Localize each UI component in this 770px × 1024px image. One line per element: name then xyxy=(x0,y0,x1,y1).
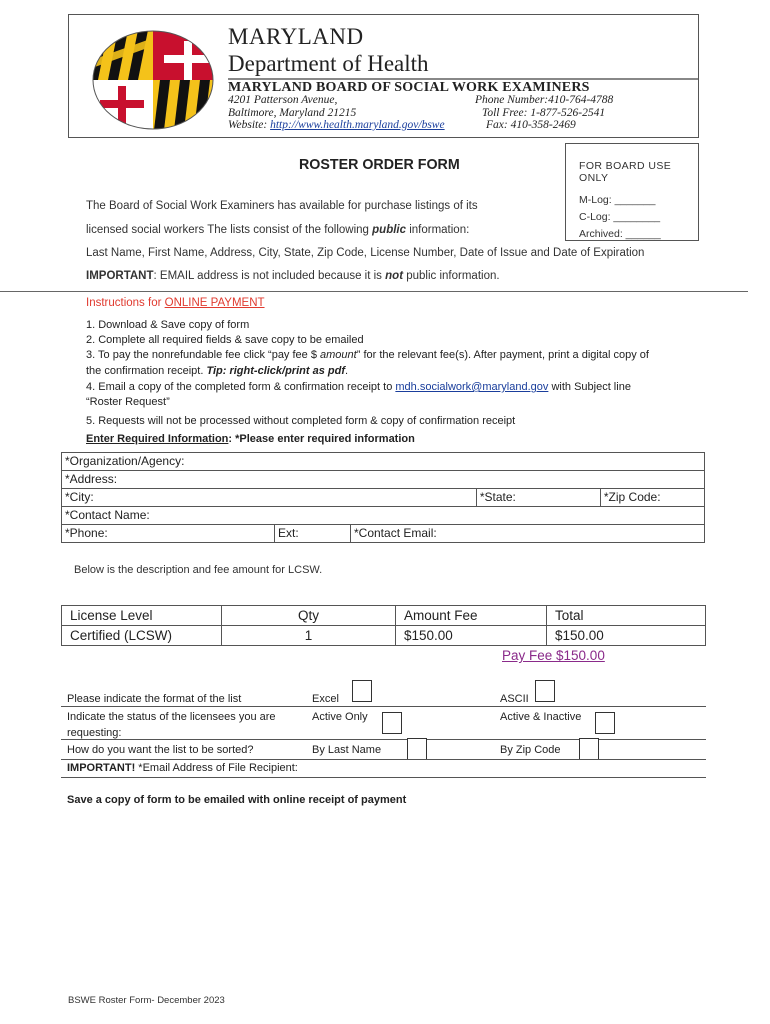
board-use-mlog: M-Log: _______ xyxy=(579,194,656,206)
required-b: : *Please enter required information xyxy=(228,433,415,445)
active-only-checkbox[interactable] xyxy=(382,712,402,734)
letterhead-state: MARYLAND xyxy=(228,24,364,49)
instruction-step-4 xyxy=(86,381,631,393)
letterhead-phone: Phone Number:410-764-4788 xyxy=(475,94,614,106)
fee-header-level: License Level xyxy=(62,606,222,626)
ext-field[interactable]: Ext: xyxy=(275,525,351,543)
phone-field[interactable]: *Phone: xyxy=(62,525,275,543)
active-inactive-checkbox[interactable] xyxy=(595,712,615,734)
step4-b: with Subject line xyxy=(548,381,631,393)
sort-label: How do you want the list to be sorted? xyxy=(67,744,254,756)
step3-tip: Tip: right-click/print as pdf xyxy=(206,365,345,377)
save-note: Save a copy of form to be emailed with online receipt of payment xyxy=(67,794,407,806)
instructions-heading-b: ONLINE PAYMENT xyxy=(164,297,265,309)
status-active-label: Active Only xyxy=(312,711,368,723)
fee-description: Below is the description and fee amount for LCSW. xyxy=(74,564,323,576)
fee-table xyxy=(61,605,706,646)
submission-email-link[interactable]: mdh.socialwork@maryland.gov xyxy=(395,381,549,393)
step3-c: the confirmation receipt. xyxy=(86,365,207,377)
intro-important-b: public information. xyxy=(403,270,500,282)
board-use-archived: Archived: ______ xyxy=(579,228,661,240)
instruction-step-2: 2. Complete all required fields & save copy to be emailed xyxy=(86,334,364,346)
excel-checkbox[interactable] xyxy=(352,680,372,702)
letterhead-toll-free: Toll Free: 1-877-526-2541 xyxy=(482,107,606,119)
instruction-step-3-cont xyxy=(86,365,348,377)
intro-important-a: : EMAIL address is not included because it is xyxy=(153,270,386,282)
status-label-2: requesting: xyxy=(67,727,122,739)
instruction-step-3 xyxy=(86,349,649,361)
step3-italic: amount xyxy=(320,349,357,361)
intro-line-1: The Board of Social Work Examiners has available for purchase listings of its xyxy=(86,200,478,212)
instruction-step-1: 1. Download & Save copy of form xyxy=(86,319,250,331)
instruction-step-4-cont: “Roster Request” xyxy=(86,396,170,408)
instructions-heading xyxy=(86,297,265,309)
options-divider-1 xyxy=(61,706,706,707)
intro-line-2-bold: public xyxy=(372,224,407,236)
required-a: Enter Required Information xyxy=(86,433,229,445)
zip-field[interactable]: *Zip Code: xyxy=(600,489,704,507)
organization-field[interactable]: *Organization/Agency: xyxy=(62,453,705,471)
letterhead-department: Department of Health xyxy=(228,51,429,76)
city-field[interactable]: *City: xyxy=(62,489,477,507)
letterhead-website xyxy=(228,119,445,131)
website-label: Website: xyxy=(228,119,268,131)
fee-cell-total: $150.00 xyxy=(547,626,706,646)
address-field[interactable]: *Address: xyxy=(62,471,705,489)
status-label-1: Indicate the status of the licensees you are xyxy=(67,711,276,723)
options-divider-3 xyxy=(61,759,706,760)
pay-fee-link[interactable]: Pay Fee $150.00 xyxy=(502,648,605,663)
intro-important xyxy=(86,270,500,282)
step4-a: 4. Email a copy of the completed form & confirmation receipt to xyxy=(86,381,396,393)
intro-line-2-a: licensed social workers The lists consist of the following xyxy=(86,224,373,236)
recipient-important-label: IMPORTANT! xyxy=(67,762,136,774)
intro-line-2 xyxy=(86,224,469,236)
sort-zip-checkbox[interactable] xyxy=(579,738,599,760)
step3-b: ” for the relevant fee(s). After payment, print a digital copy of xyxy=(356,349,649,361)
sort-last-name-label: By Last Name xyxy=(312,744,382,756)
fee-cell-level: Certified (LCSW) xyxy=(62,626,222,646)
letterhead-address-1: 4201 Patterson Avenue, xyxy=(228,94,338,106)
fee-header-qty: Qty xyxy=(222,606,396,626)
intro-line-2-b: information: xyxy=(406,224,470,236)
intro-important-label: IMPORTANT xyxy=(86,270,154,282)
format-label: Please indicate the format of the list xyxy=(67,693,242,705)
maryland-seal-logo xyxy=(92,30,214,130)
format-excel-label: Excel xyxy=(312,693,339,705)
format-ascii-label: ASCII xyxy=(500,693,529,705)
form-title: ROSTER ORDER FORM xyxy=(299,156,460,173)
section-divider xyxy=(0,291,748,292)
ascii-checkbox[interactable] xyxy=(535,680,555,702)
recipient-email-label: *Email Address of File Recipient: xyxy=(135,762,298,774)
intro-fields-line: Last Name, First Name, Address, City, State, Zip Code, License Number, Date of Issue and Date of Expiration xyxy=(86,247,645,259)
contact-email-field[interactable]: *Contact Email: xyxy=(351,525,705,543)
step3-a: 3. To pay the nonrefundable fee click “pay fee $ xyxy=(86,349,321,361)
footer: BSWE Roster Form- December 2023 xyxy=(68,995,225,1006)
board-use-heading: FOR BOARD USE ONLY xyxy=(579,160,672,184)
board-use-box xyxy=(565,143,699,241)
letterhead-address-2: Baltimore, Maryland 21215 xyxy=(228,107,357,119)
status-active-inactive-label: Active & Inactive xyxy=(500,711,582,723)
sort-zip-label: By Zip Code xyxy=(500,744,561,756)
recipient-email-field[interactable] xyxy=(67,762,298,774)
fee-cell-qty: 1 xyxy=(222,626,396,646)
state-field[interactable]: *State: xyxy=(476,489,600,507)
step3-end: . xyxy=(344,365,349,377)
required-info-table xyxy=(61,452,705,543)
intro-important-bold: not xyxy=(385,270,404,282)
fee-cell-amount: $150.00 xyxy=(396,626,547,646)
letterhead-fax: Fax: 410-358-2469 xyxy=(486,119,576,131)
options-divider-4 xyxy=(61,777,706,778)
sort-last-name-checkbox[interactable] xyxy=(407,738,427,760)
fee-header-total: Total xyxy=(547,606,706,626)
contact-name-field[interactable]: *Contact Name: xyxy=(62,507,705,525)
instructions-heading-a: Instructions for xyxy=(86,297,165,309)
options-divider-2 xyxy=(61,739,706,740)
letterhead-board: MARYLAND BOARD OF SOCIAL WORK EXAMINERS xyxy=(228,80,590,95)
required-info-heading xyxy=(86,433,415,445)
fee-header-amount: Amount Fee xyxy=(396,606,547,626)
website-link[interactable]: http://www.health.maryland.gov/bswe xyxy=(270,119,445,131)
instruction-step-5: 5. Requests will not be processed without completed form & copy of confirmation receipt xyxy=(86,415,516,427)
board-use-clog: C-Log: ________ xyxy=(579,211,661,223)
